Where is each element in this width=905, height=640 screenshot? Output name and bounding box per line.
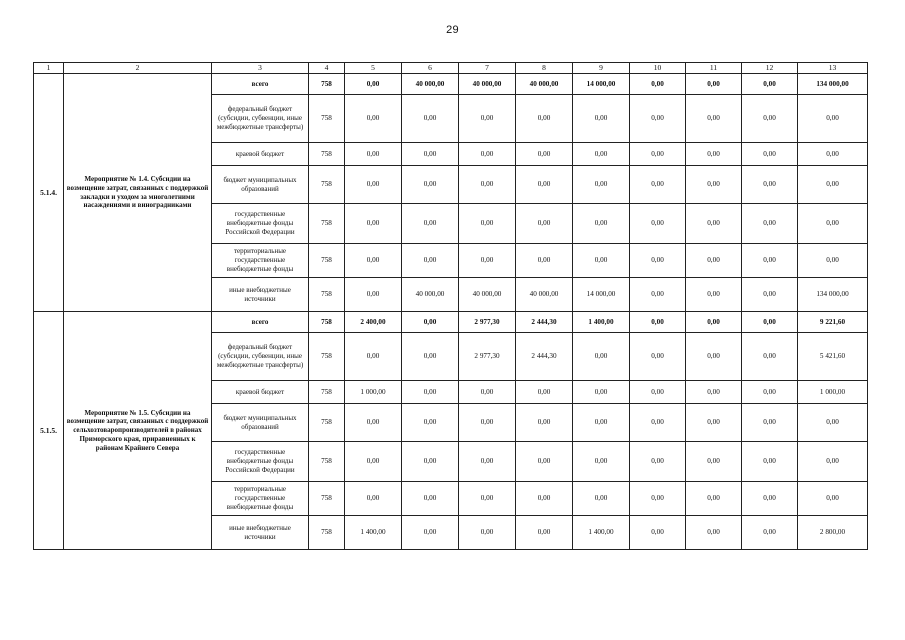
- amount-cell: 0,00: [630, 143, 686, 166]
- column-number: 12: [742, 63, 798, 74]
- amount-cell: 0,00: [630, 482, 686, 516]
- amount-cell: 0,00: [345, 333, 402, 381]
- amount-cell: 0,00: [345, 143, 402, 166]
- amount-cell: 0,00: [686, 74, 742, 95]
- amount-cell: 0,00: [686, 204, 742, 244]
- amount-cell: 0,00: [345, 482, 402, 516]
- column-number: 4: [309, 63, 345, 74]
- amount-cell: 0,00: [686, 166, 742, 204]
- budget-code: 758: [309, 244, 345, 278]
- amount-cell: 0,00: [686, 333, 742, 381]
- total-amount: 0,00: [798, 143, 868, 166]
- amount-cell: 0,00: [630, 204, 686, 244]
- amount-cell: 0,00: [742, 204, 798, 244]
- amount-cell: 2 400,00: [345, 312, 402, 333]
- amount-cell: 0,00: [402, 516, 459, 550]
- amount-cell: 0,00: [402, 482, 459, 516]
- amount-cell: 0,00: [630, 166, 686, 204]
- amount-cell: 0,00: [402, 333, 459, 381]
- table-row-total: [34, 312, 868, 333]
- amount-cell: 0,00: [630, 404, 686, 442]
- funding-source: территориальные государственные внебюджетные фонды: [212, 482, 309, 516]
- amount-cell: 0,00: [573, 143, 630, 166]
- amount-cell: 0,00: [459, 95, 516, 143]
- amount-cell: 40 000,00: [516, 278, 573, 312]
- funding-source: федеральный бюджет (субсидии, субвенции, иные межбюджетные трансферты): [212, 95, 309, 143]
- amount-cell: 0,00: [459, 442, 516, 482]
- column-number: 3: [212, 63, 309, 74]
- amount-cell: 0,00: [742, 516, 798, 550]
- amount-cell: 0,00: [630, 442, 686, 482]
- total-amount: 2 800,00: [798, 516, 868, 550]
- amount-cell: 0,00: [345, 74, 402, 95]
- amount-cell: 0,00: [459, 204, 516, 244]
- amount-cell: 0,00: [630, 278, 686, 312]
- amount-cell: 0,00: [516, 244, 573, 278]
- measure-name: Мероприятие № 1.5. Субсидии на возмещение затрат, связанных с поддержкой сельхозтоваропроизводителей в районах Приморского края, приравненных к районам Крайнего Севера: [64, 312, 212, 550]
- amount-cell: 0,00: [742, 312, 798, 333]
- amount-cell: 0,00: [459, 143, 516, 166]
- amount-cell: 0,00: [742, 74, 798, 95]
- budget-code: 758: [309, 312, 345, 333]
- amount-cell: 0,00: [742, 143, 798, 166]
- amount-cell: 0,00: [742, 333, 798, 381]
- amount-cell: 1 400,00: [345, 516, 402, 550]
- page-number: 29: [446, 24, 459, 36]
- amount-cell: 0,00: [630, 381, 686, 404]
- column-number: 6: [402, 63, 459, 74]
- total-amount: 5 421,60: [798, 333, 868, 381]
- amount-cell: 0,00: [573, 381, 630, 404]
- amount-cell: 0,00: [459, 166, 516, 204]
- budget-code: 758: [309, 143, 345, 166]
- total-amount: 0,00: [798, 244, 868, 278]
- column-number: 2: [64, 63, 212, 74]
- funding-source: государственные внебюджетные фонды Российской Федерации: [212, 442, 309, 482]
- amount-cell: 0,00: [402, 95, 459, 143]
- amount-cell: 0,00: [742, 244, 798, 278]
- budget-code: 758: [309, 381, 345, 404]
- amount-cell: 40 000,00: [459, 74, 516, 95]
- amount-cell: 0,00: [516, 516, 573, 550]
- amount-cell: 0,00: [516, 482, 573, 516]
- amount-cell: 0,00: [345, 166, 402, 204]
- amount-cell: 0,00: [516, 166, 573, 204]
- funding-source: всего: [212, 312, 309, 333]
- funding-source: краевой бюджет: [212, 381, 309, 404]
- amount-cell: 0,00: [402, 244, 459, 278]
- amount-cell: 2 444,30: [516, 333, 573, 381]
- total-amount: 9 221,60: [798, 312, 868, 333]
- amount-cell: 40 000,00: [516, 74, 573, 95]
- amount-cell: 0,00: [742, 404, 798, 442]
- amount-cell: 0,00: [686, 312, 742, 333]
- amount-cell: 0,00: [630, 333, 686, 381]
- table-body: [34, 74, 868, 550]
- amount-cell: 0,00: [402, 312, 459, 333]
- budget-code: 758: [309, 442, 345, 482]
- funding-source: иные внебюджетные источники: [212, 516, 309, 550]
- amount-cell: 0,00: [686, 516, 742, 550]
- measure-name: Мероприятие № 1.4. Субсидии на возмещение затрат, связанных с поддержкой закладки и уходом за многолетними насаждениями и виноградниками: [64, 74, 212, 312]
- measure-code: 5.1.4.: [34, 74, 64, 312]
- amount-cell: 0,00: [402, 442, 459, 482]
- amount-cell: 0,00: [345, 278, 402, 312]
- column-number: 5: [345, 63, 402, 74]
- column-number: 7: [459, 63, 516, 74]
- total-amount: 0,00: [798, 404, 868, 442]
- budget-code: 758: [309, 74, 345, 95]
- column-number: 9: [573, 63, 630, 74]
- amount-cell: 0,00: [345, 204, 402, 244]
- total-amount: 0,00: [798, 204, 868, 244]
- budget-code: 758: [309, 95, 345, 143]
- amount-cell: 14 000,00: [573, 278, 630, 312]
- amount-cell: 0,00: [573, 204, 630, 244]
- total-amount: 134 000,00: [798, 74, 868, 95]
- amount-cell: 0,00: [345, 95, 402, 143]
- amount-cell: 0,00: [459, 404, 516, 442]
- funding-source: бюджет муниципальных образований: [212, 404, 309, 442]
- amount-cell: 40 000,00: [459, 278, 516, 312]
- amount-cell: 0,00: [742, 442, 798, 482]
- funding-source: всего: [212, 74, 309, 95]
- amount-cell: 0,00: [459, 516, 516, 550]
- amount-cell: 40 000,00: [402, 278, 459, 312]
- amount-cell: 14 000,00: [573, 74, 630, 95]
- column-number: 11: [686, 63, 742, 74]
- column-number: 1: [34, 63, 64, 74]
- amount-cell: 0,00: [573, 166, 630, 204]
- total-amount: 1 000,00: [798, 381, 868, 404]
- amount-cell: 0,00: [516, 404, 573, 442]
- amount-cell: 0,00: [686, 244, 742, 278]
- funding-source: федеральный бюджет (субсидии, субвенции, иные межбюджетные трансферты): [212, 333, 309, 381]
- budget-code: 758: [309, 204, 345, 244]
- amount-cell: 0,00: [686, 482, 742, 516]
- amount-cell: 0,00: [686, 95, 742, 143]
- amount-cell: 0,00: [402, 143, 459, 166]
- amount-cell: 0,00: [686, 143, 742, 166]
- column-number: 13: [798, 63, 868, 74]
- column-number-row: [34, 63, 868, 74]
- amount-cell: 0,00: [516, 204, 573, 244]
- amount-cell: 0,00: [516, 143, 573, 166]
- amount-cell: 0,00: [573, 482, 630, 516]
- amount-cell: 0,00: [516, 381, 573, 404]
- amount-cell: 0,00: [573, 244, 630, 278]
- amount-cell: 1 400,00: [573, 516, 630, 550]
- amount-cell: 1 000,00: [345, 381, 402, 404]
- funding-source: краевой бюджет: [212, 143, 309, 166]
- amount-cell: 0,00: [573, 404, 630, 442]
- budget-code: 758: [309, 516, 345, 550]
- amount-cell: 0,00: [345, 442, 402, 482]
- budget-code: 758: [309, 278, 345, 312]
- amount-cell: 0,00: [345, 244, 402, 278]
- amount-cell: 0,00: [686, 442, 742, 482]
- amount-cell: 0,00: [742, 381, 798, 404]
- funding-source: иные внебюджетные источники: [212, 278, 309, 312]
- funding-source: территориальные государственные внебюджетные фонды: [212, 244, 309, 278]
- budget-code: 758: [309, 404, 345, 442]
- amount-cell: 0,00: [630, 244, 686, 278]
- amount-cell: 0,00: [402, 166, 459, 204]
- amount-cell: 0,00: [573, 95, 630, 143]
- total-amount: 0,00: [798, 482, 868, 516]
- amount-cell: 0,00: [630, 516, 686, 550]
- funding-source: государственные внебюджетные фонды Российской Федерации: [212, 204, 309, 244]
- amount-cell: 0,00: [459, 381, 516, 404]
- amount-cell: 40 000,00: [402, 74, 459, 95]
- amount-cell: 0,00: [686, 404, 742, 442]
- total-amount: 0,00: [798, 166, 868, 204]
- amount-cell: 0,00: [742, 95, 798, 143]
- amount-cell: 0,00: [742, 278, 798, 312]
- amount-cell: 0,00: [630, 95, 686, 143]
- amount-cell: 0,00: [573, 442, 630, 482]
- total-amount: 0,00: [798, 95, 868, 143]
- budget-code: 758: [309, 482, 345, 516]
- amount-cell: 0,00: [459, 482, 516, 516]
- total-amount: 134 000,00: [798, 278, 868, 312]
- funding-source: бюджет муниципальных образований: [212, 166, 309, 204]
- amount-cell: 0,00: [630, 312, 686, 333]
- amount-cell: 0,00: [402, 404, 459, 442]
- amount-cell: 0,00: [459, 244, 516, 278]
- amount-cell: 0,00: [742, 166, 798, 204]
- amount-cell: 0,00: [573, 333, 630, 381]
- amount-cell: 2 444,30: [516, 312, 573, 333]
- amount-cell: 0,00: [402, 381, 459, 404]
- amount-cell: 0,00: [345, 404, 402, 442]
- amount-cell: 0,00: [686, 381, 742, 404]
- table-row-total: [34, 74, 868, 95]
- column-number: 10: [630, 63, 686, 74]
- amount-cell: 0,00: [402, 204, 459, 244]
- amount-cell: 2 977,30: [459, 333, 516, 381]
- amount-cell: 0,00: [686, 278, 742, 312]
- amount-cell: 0,00: [516, 95, 573, 143]
- amount-cell: 0,00: [742, 482, 798, 516]
- amount-cell: 0,00: [630, 74, 686, 95]
- budget-code: 758: [309, 166, 345, 204]
- total-amount: 0,00: [798, 442, 868, 482]
- amount-cell: 2 977,30: [459, 312, 516, 333]
- budget-table: [33, 62, 868, 550]
- column-number: 8: [516, 63, 573, 74]
- amount-cell: 0,00: [516, 442, 573, 482]
- measure-code: 5.1.5.: [34, 312, 64, 550]
- budget-code: 758: [309, 333, 345, 381]
- amount-cell: 1 400,00: [573, 312, 630, 333]
